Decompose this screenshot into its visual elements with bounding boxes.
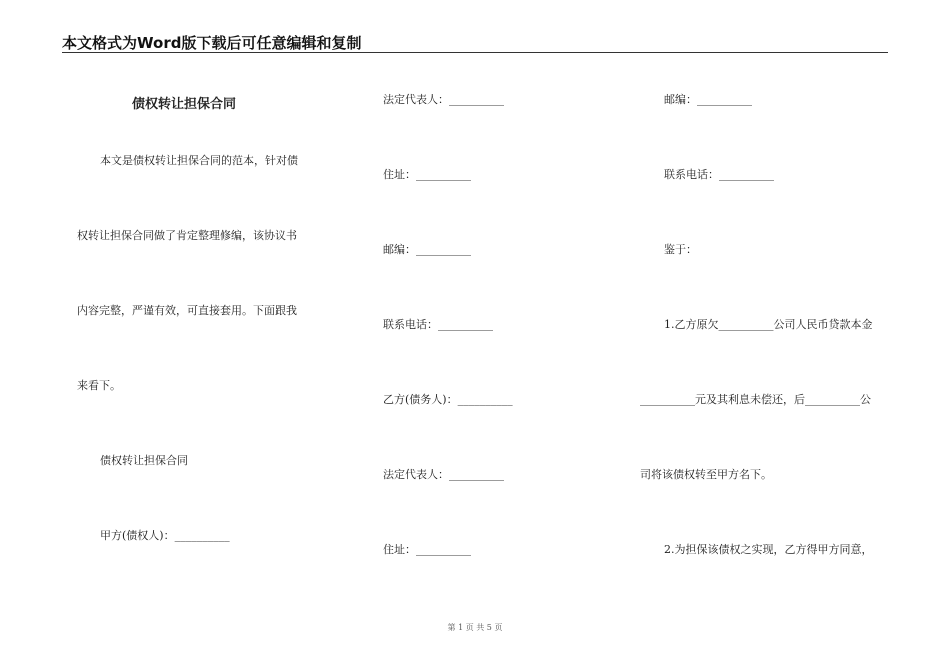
col3-line-3: 鉴于： [664, 243, 697, 256]
col1-line-4: 来看下。 [77, 379, 121, 392]
page-number: 第 1 页 共 5 页 [447, 623, 503, 632]
document-title: 债权转让担保合同 [132, 97, 237, 112]
col1-line-1: 本文是债权转让担保合同的范本，针对债 [100, 154, 298, 167]
col2-line-2: 住址：__________ [383, 168, 471, 181]
col3-line-4: 1.乙方原欠__________公司人民币贷款本金 [664, 318, 873, 331]
header-divider [62, 52, 888, 53]
col3-line-2: 联系电话：__________ [664, 168, 774, 181]
col3-line-1: 邮编：__________ [664, 93, 752, 106]
col2-line-4: 联系电话：__________ [383, 318, 493, 331]
col3-line-6: 司将该债权转至甲方名下。 [640, 468, 772, 481]
col2-line-1: 法定代表人：__________ [383, 93, 504, 106]
col1-line-6: 甲方(债权人)：__________ [100, 529, 230, 542]
col1-line-3: 内容完整，严谨有效，可直接套用。下面跟我 [77, 304, 297, 317]
document-header: 本文格式为Word版下载后可任意编辑和复制 [62, 34, 362, 52]
col1-line-5: 债权转让担保合同 [100, 454, 188, 467]
col2-line-7: 住址：__________ [383, 543, 471, 556]
col3-line-5: __________元及其利息未偿还，后__________公 [640, 393, 871, 406]
col2-line-3: 邮编：__________ [383, 243, 471, 256]
col2-line-5: 乙方(债务人)：__________ [383, 393, 513, 406]
col1-line-2: 权转让担保合同做了肯定整理修编，该协议书 [77, 229, 297, 242]
col2-line-6: 法定代表人：__________ [383, 468, 504, 481]
col3-line-7: 2.为担保该债权之实现，乙方得甲方同意， [664, 543, 873, 556]
